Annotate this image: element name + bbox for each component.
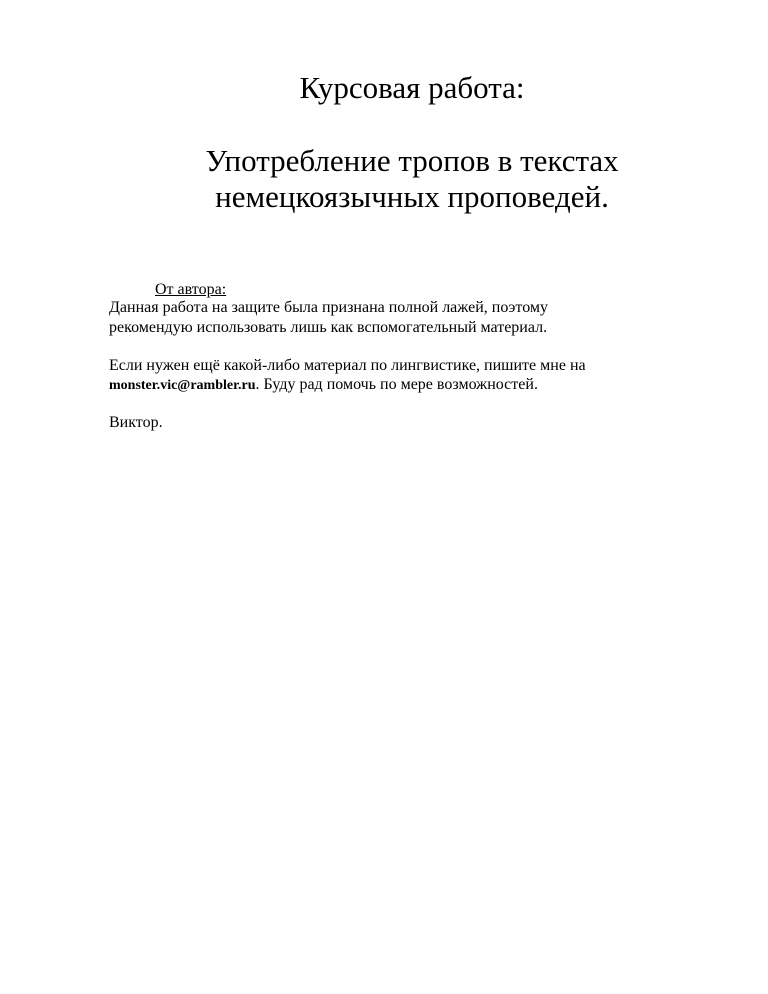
subject-line-2: немецкоязычных проповедей. [215,179,609,214]
subject-line-1: Употребление тропов в текстах [205,143,619,178]
document-title: Курсовая работа: [299,70,525,105]
paragraph-1-line-2: рекомендую использовать лишь как вспомогательный материал. [109,319,548,336]
paragraph-2-rest: . Буду рад помочь по мере возможностей. [255,376,538,393]
author-note-heading: От автора: [155,281,227,298]
paragraph-2-line-2 [109,375,709,395]
signature: Виктор. [109,414,163,431]
paragraph-2-line-1: Если нужен ещё какой-либо материал по лингвистике, пишите мне на [109,357,586,374]
contact-email: monster.vic@rambler.ru [109,378,256,393]
paragraph-1-line-1: Данная работа на защите была признана полной лажей, поэтому [109,299,549,316]
